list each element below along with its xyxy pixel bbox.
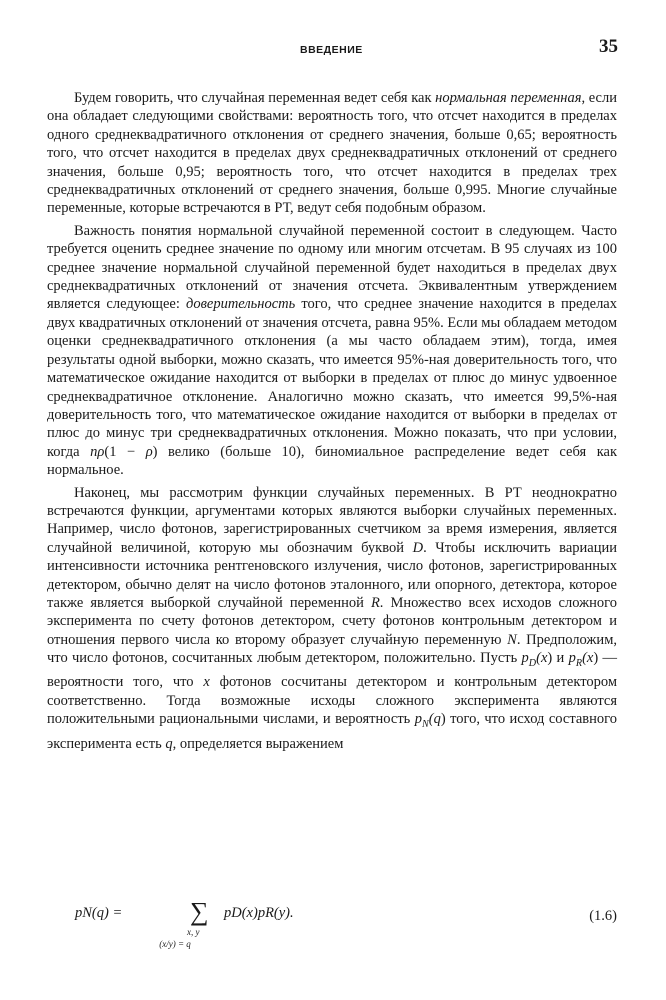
italic-run: nρ: [90, 443, 105, 460]
equation-rhs: pD(x)pR(y).: [224, 905, 294, 921]
text-run: ) и: [547, 650, 569, 667]
paragraph-confidence: [47, 222, 617, 480]
text-run: , если она обладает следующими свойствами: вероятность того, что отсчет находится в пределах одного среднеквадратичного отклонения от среднего значения, больше 0,65; вероятность того, что отсчет находится в пределах двух среднеквадратичных отклонений от среднего значения, больше 0,95; вероятность того, что отсчет находится в пределах трех среднеквадратичных отклонений от среднего значения, больше 0,995. Многие случайные переменные, которые встречаются в РТ, ведут себя подобным образом.: [47, 90, 617, 217]
text-run: Наконец, мы рассмотрим функции случайных переменных. В РТ неоднократно встречаются функции, аргументами которых являются выборки случайных переменных. Например, число фотонов, зарегистрированных счетчиком за время измерения, является случайной величиной, которую мы обозначим буквой: [47, 484, 617, 556]
paragraph-functions: [47, 484, 617, 753]
italic-run: D: [528, 658, 537, 670]
italic-run: доверительность: [186, 296, 296, 313]
text-run: (1 −: [104, 443, 146, 460]
text-run: ) — вероятности того, что: [47, 650, 617, 691]
italic-run: x: [203, 674, 210, 691]
text-run: Будем говорить, что случайная переменная ведет себя как: [74, 90, 436, 106]
italic-run: D: [412, 539, 424, 556]
italic-run: p: [568, 650, 576, 667]
italic-run: ρ: [145, 443, 153, 460]
italic-run: (: [536, 650, 541, 667]
italic-run: q: [165, 735, 173, 752]
text-run: ) того, что исход составного эксперимента есть: [47, 711, 617, 752]
italic-run: N: [421, 719, 429, 731]
italic-run: R: [575, 658, 583, 670]
italic-run: N: [507, 631, 517, 648]
italic-run: p: [521, 650, 529, 667]
summation-symbol: ∑: [190, 897, 209, 926]
italic-run: R: [370, 594, 380, 611]
text-run: . Чтобы исключить вариации интенсивности источника рентгеновского излучения, число фотонов, зарегистрированных детектором, обычно делят на число фотонов эталонного, или опорного, детектора, которое также является выборкой случайной переменной: [47, 539, 618, 611]
text-run: . Множество всех исходов сложного эксперимента по счету фотонов детектором, счету фотонов контрольным детектором и отношения первого числа ко второму образует случайную переменную: [47, 594, 617, 648]
italic-run: x: [540, 650, 548, 667]
text-run: . Предположим, что число фотонов, сосчитанных любым детектором, положительно. Пусть: [47, 631, 617, 667]
italic-run: (: [582, 650, 587, 667]
equation-lhs: pN(q) =: [75, 905, 123, 921]
running-head: ВВЕДЕНИЕ: [300, 44, 363, 56]
summation-condition: (x/y) = q: [159, 939, 191, 949]
italic-run: x: [586, 650, 594, 667]
italic-run: (: [428, 711, 434, 728]
paragraph-normal-variable: [47, 89, 617, 218]
text-run: того, что среднее значение находится в пределах двух квадратичных отклонений от значения отсчета, равна 95%. Если мы обладаем методом оценки среднеквадратичного отклонения (а мы часто обладаем этим), тогда, имея результаты одной выборки, можно сказать, что имеется 95%-ная доверительность того, что математическое ожидание находится от выборки в пределах от плюс до минус удвоенное среднеквадратичное отклонение. Аналогично можно сказать, что имеется 99,5%-ная доверительность того, что математическое ожидание находится от выборки в пределах от плюс до минус три среднеквадратичных отклонения. Можно показать, что при условии, когда: [47, 296, 617, 460]
body-text: [47, 89, 617, 753]
page-number: 35: [599, 36, 618, 57]
summation-index: x, y: [187, 927, 200, 937]
equation-number: (1.6): [589, 908, 617, 924]
italic-run: нормальная переменная: [435, 90, 582, 106]
italic-run: p: [414, 711, 422, 728]
text-run: , определяется выражением: [172, 735, 344, 752]
equation-1-6: [75, 897, 620, 963]
text-run: фотонов сосчитаны детектором и контрольным детектором соответственно. Тогда возможные исходы сложного эксперимента являются положительными рациональными числами, и вероятность: [47, 674, 617, 728]
italic-run: q: [433, 711, 441, 728]
text-run: ) велико (больше 10), биномиальное распределение ведет себя как нормальное.: [47, 443, 617, 479]
text-run: Важность понятия нормальной случайной переменной состоит в следующем. Часто требуется оценить среднее значение по одному или многим отсчетам. В 95 случаях из 100 среднее значение нормальной случайной переменной будет находиться в пределах двух среднеквадратичных отклонений от значения отсчета. Эквивалентным утверждением является следующее:: [47, 222, 617, 313]
